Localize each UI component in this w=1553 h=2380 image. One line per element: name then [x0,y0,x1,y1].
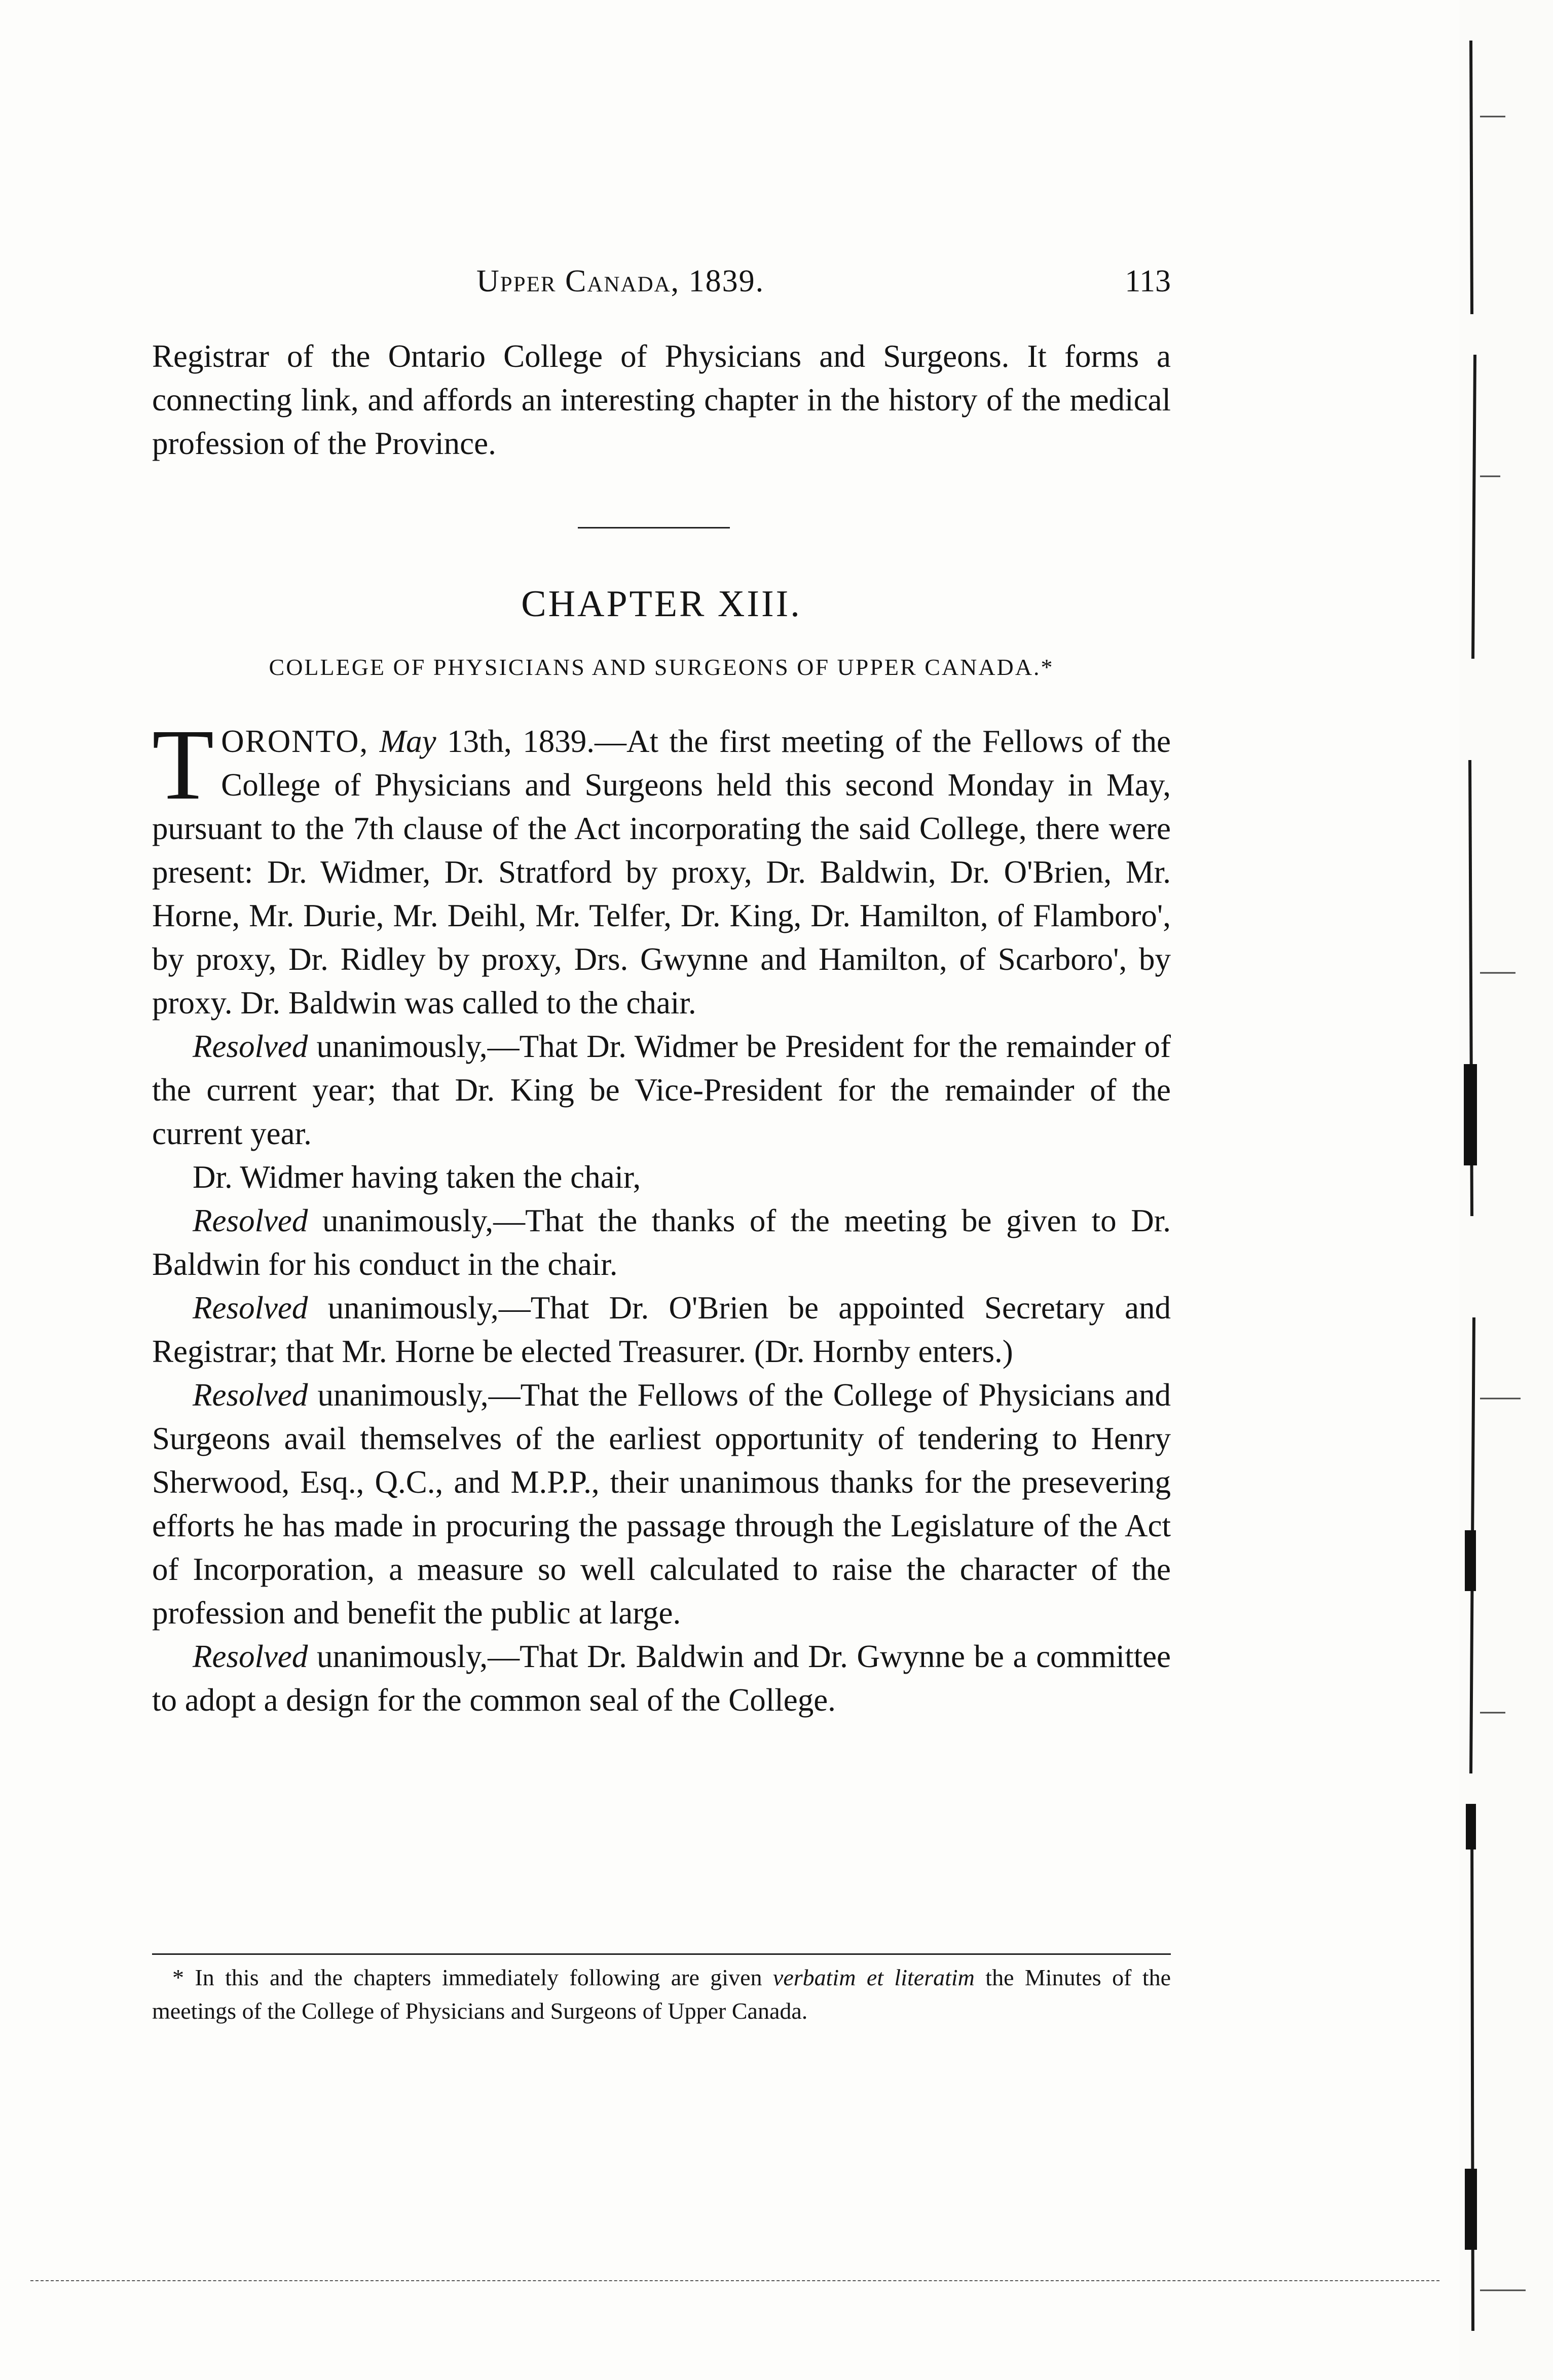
first-paragraph [152,709,1171,1025]
resolution-lead: Resolved [193,1029,308,1064]
lead-caps: ORONTO, [221,724,369,759]
resolution-text: Dr. Widmer having taken the chair, [193,1159,641,1195]
resolution-text: unanimously,—That the Fellows of the College of Physicians and Surgeons avail themselves of the earliest opportunity of tendering to Henry Sherwood, Esq., Q.C., and M.P.P., their unanimous thanks for the presevering efforts he has made in procuring the passage through the Legislature of the Act of Incorporation, a measure so well calculated to raise the character of the profession and benefit the public at large. [152,1377,1171,1631]
resolution-lead: Resolved [193,1290,308,1326]
footnote [152,1961,1171,2028]
resolution-text: unanimously,—That Dr. Baldwin and Dr. Gwynne be a committee to adopt a design for the common seal of the College. [152,1639,1171,1718]
resolution-lead: Resolved [193,1203,308,1238]
chapter-subtitle: COLLEGE OF PHYSICIANS AND SURGEONS OF UPPER CANADA.* [269,654,1054,680]
resolution-paragraph [152,1025,1171,1155]
resolution-paragraph [152,1155,1171,1199]
drop-cap: T [152,709,214,821]
resolution-paragraph [152,1635,1171,1722]
footnote-text-after: the Minutes of the meetings of the College of Physicians and Surgeons of Upper Canada. [152,1965,1171,2024]
running-head-title: Upper Canada, 1839. [476,264,765,298]
resolution-paragraph [152,1373,1171,1635]
resolution-text: unanimously,—That Dr. Widmer be President for the remainder of the current year; that Dr. King be Vice-President for the remainder of the current year. [152,1029,1171,1151]
resolution-paragraph [152,1286,1171,1373]
date-month: May [379,724,436,759]
intro-paragraph: Registrar of the Ontario College of Physicians and Surgeons. It forms a connecting link, and affords an interesting chapter in the history of the medical profession of the Province. [152,338,1171,461]
footnote-rule [152,1953,1171,1955]
resolution-lead: Resolved [193,1377,308,1413]
footnote-text-before: * In this and the chapters immediately following are given [172,1965,762,1990]
section-divider [578,527,730,528]
resolution-lead: Resolved [193,1639,308,1674]
running-head [152,263,1171,304]
binding-edge [1460,0,1553,2380]
first-paragraph-text: 13th, 1839.—At the first meeting of the Fellows of the College of Physicians and Surgeons held this second Monday in May, pursuant to the 7th clause of the Act incorporating the said College, there were present: Dr. Widmer, Dr. Stratford by proxy, Dr. Baldwin, Dr. O'Brien, Mr. Horne, Mr. Durie, Mr. Deihl, Mr. Telfer, Dr. King, Dr. Hamilton, of Flamboro', by proxy, Dr. Ridley by proxy, Drs. Gwynne and Hamilton, of Scarboro', by proxy. Dr. Baldwin was called to the chair. [152,724,1171,1021]
page-number: 113 [1125,264,1171,298]
resolution-text: unanimously,—That the thanks of the meeting be given to Dr. Baldwin for his conduct in the chair. [152,1203,1171,1282]
chapter-title: CHAPTER XIII. [521,583,802,625]
intro-block [152,334,1171,465]
footnote-italic: verbatim et literatim [772,1965,975,1990]
scan-bottom-rule [30,2280,1439,2281]
chapter-body [152,709,1171,1722]
resolution-paragraph [152,1199,1171,1286]
resolution-text: unanimously,—That Dr. O'Brien be appointed Secretary and Registrar; that Mr. Horne be elected Treasurer. (Dr. Hornby enters.) [152,1290,1171,1369]
